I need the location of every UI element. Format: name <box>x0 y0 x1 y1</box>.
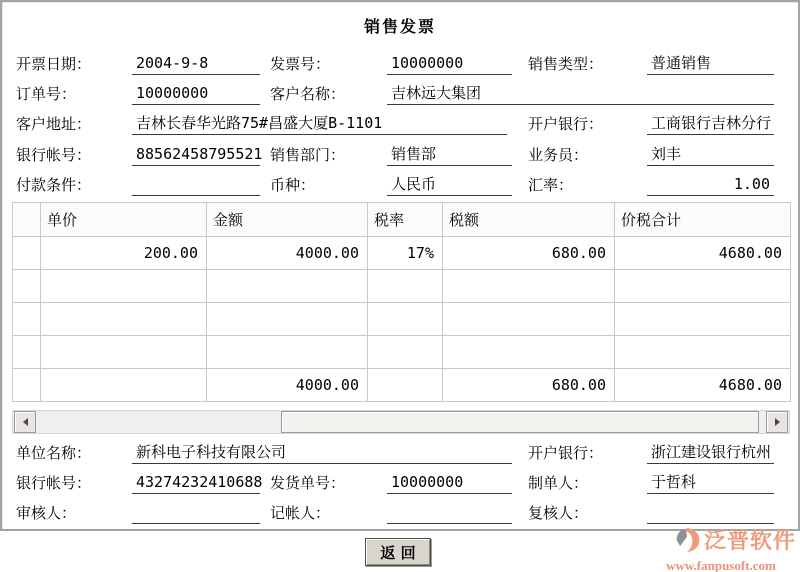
customer-address-field[interactable]: 吉林长春华光路75#昌盛大厦B-1101 <box>132 113 507 135</box>
cell-tax-rate <box>368 270 443 303</box>
cell-unit-price <box>41 270 207 303</box>
fanpu-logo-icon <box>674 525 702 555</box>
row-selector-cell[interactable] <box>13 237 41 270</box>
grid-header-row <box>13 203 791 237</box>
customer-name-field[interactable]: 吉林远大集团 <box>387 83 774 105</box>
row-selector-cell[interactable] <box>13 336 41 369</box>
exchange-rate-label: 汇率： <box>528 176 574 194</box>
exchange-rate-field[interactable]: 1.00 <box>647 174 774 196</box>
salesman-field[interactable]: 刘丰 <box>647 144 774 166</box>
page-title: 销售发票 <box>363 17 436 36</box>
total-amount: 4000.00 <box>207 369 368 402</box>
company-name-field[interactable]: 新科电子科技有限公司 <box>132 442 512 464</box>
vendor-logo-text: 泛普软件 <box>703 529 796 554</box>
vendor-url[interactable]: www.fanpusoft.com <box>666 558 776 572</box>
cell-amount: 4000.00 <box>207 237 368 270</box>
payment-terms-label: 付款条件： <box>16 176 92 194</box>
arrow-left-icon <box>23 418 28 426</box>
scrollbar-thumb[interactable] <box>281 411 759 433</box>
vendor-logo[interactable] <box>646 524 796 572</box>
currency-label: 币种： <box>270 176 316 194</box>
delivery-no-field[interactable]: 10000000 <box>387 472 512 494</box>
cell-tax-rate <box>368 336 443 369</box>
currency-field[interactable]: 人民币 <box>387 174 512 196</box>
table-row[interactable] <box>13 336 791 369</box>
cell-amount <box>207 336 368 369</box>
cell-tax-rate <box>368 303 443 336</box>
total-tax-rate <box>368 369 443 402</box>
back-button[interactable]: 返 回 <box>365 538 431 566</box>
cell-tax <box>443 270 615 303</box>
order-no-field[interactable]: 10000000 <box>132 83 260 105</box>
salesman-label: 业务员： <box>528 146 589 164</box>
table-row[interactable] <box>13 303 791 336</box>
company-bank-label: 开户银行： <box>528 444 604 462</box>
cell-amount <box>207 303 368 336</box>
col-header-amount[interactable]: 金额 <box>207 203 368 237</box>
company-name-label: 单位名称： <box>16 444 92 462</box>
row-selector-cell <box>13 369 41 402</box>
line-items-grid <box>12 202 792 402</box>
cell-unit-price <box>41 336 207 369</box>
cell-total <box>615 303 791 336</box>
sales-type-label: 销售类型： <box>528 55 604 73</box>
col-header-tax[interactable]: 税额 <box>443 203 615 237</box>
reviewer-field[interactable] <box>647 502 774 524</box>
invoice-date-field[interactable]: 2004-9-8 <box>132 53 260 75</box>
company-bank-account-field[interactable]: 43274232410688 <box>132 472 260 494</box>
col-header-unit-price[interactable]: 单价 <box>41 203 207 237</box>
company-bank-account-label: 银行帐号： <box>16 474 92 492</box>
cell-unit-price <box>41 303 207 336</box>
horizontal-scrollbar[interactable] <box>12 410 790 434</box>
total-tax: 680.00 <box>443 369 615 402</box>
cell-total <box>615 270 791 303</box>
auditor-field[interactable] <box>132 502 260 524</box>
preparer-label: 制单人： <box>528 474 589 492</box>
bookkeeper-label: 记帐人： <box>270 504 331 522</box>
cell-tax-rate: 17% <box>368 237 443 270</box>
cell-tax <box>443 336 615 369</box>
invoice-no-field[interactable]: 10000000 <box>387 53 512 75</box>
total-unit-price <box>41 369 207 402</box>
auditor-label: 审核人： <box>16 504 77 522</box>
cell-tax <box>443 303 615 336</box>
totals-row <box>13 369 791 402</box>
reviewer-label: 复核人： <box>528 504 589 522</box>
customer-name-label: 客户名称： <box>270 85 346 103</box>
cell-tax: 680.00 <box>443 237 615 270</box>
customer-bank-label: 开户银行： <box>528 115 604 133</box>
bookkeeper-field[interactable] <box>387 502 512 524</box>
invoice-no-label: 发票号： <box>270 55 331 73</box>
table-row[interactable] <box>13 270 791 303</box>
preparer-field[interactable]: 于哲科 <box>647 472 774 494</box>
col-header-tax-rate[interactable]: 税率 <box>368 203 443 237</box>
total-total: 4680.00 <box>615 369 791 402</box>
invoice-date-label: 开票日期： <box>16 55 92 73</box>
customer-address-label: 客户地址： <box>16 115 92 133</box>
sales-dept-field[interactable]: 销售部 <box>387 144 512 166</box>
scroll-right-button[interactable] <box>766 411 788 433</box>
arrow-right-icon <box>775 418 780 426</box>
sales-dept-label: 销售部门： <box>270 146 346 164</box>
customer-bank-field[interactable]: 工商银行吉林分行 <box>647 113 774 135</box>
cell-total: 4680.00 <box>615 237 791 270</box>
delivery-no-label: 发货单号： <box>270 474 346 492</box>
order-no-label: 订单号： <box>16 85 77 103</box>
payment-terms-field[interactable] <box>132 174 260 196</box>
row-selector-cell[interactable] <box>13 303 41 336</box>
cell-amount <box>207 270 368 303</box>
cell-total <box>615 336 791 369</box>
scroll-left-button[interactable] <box>14 411 36 433</box>
customer-bank-account-label: 银行帐号： <box>16 146 92 164</box>
table-row[interactable] <box>13 237 791 270</box>
row-selector-cell[interactable] <box>13 270 41 303</box>
customer-bank-account-field[interactable]: 88562458795521 <box>132 144 260 166</box>
cell-unit-price: 200.00 <box>41 237 207 270</box>
row-selector-header <box>13 203 41 237</box>
col-header-total[interactable]: 价税合计 <box>615 203 791 237</box>
sales-type-field[interactable]: 普通销售 <box>647 53 774 75</box>
company-bank-field[interactable]: 浙江建设银行杭州 <box>647 442 774 464</box>
